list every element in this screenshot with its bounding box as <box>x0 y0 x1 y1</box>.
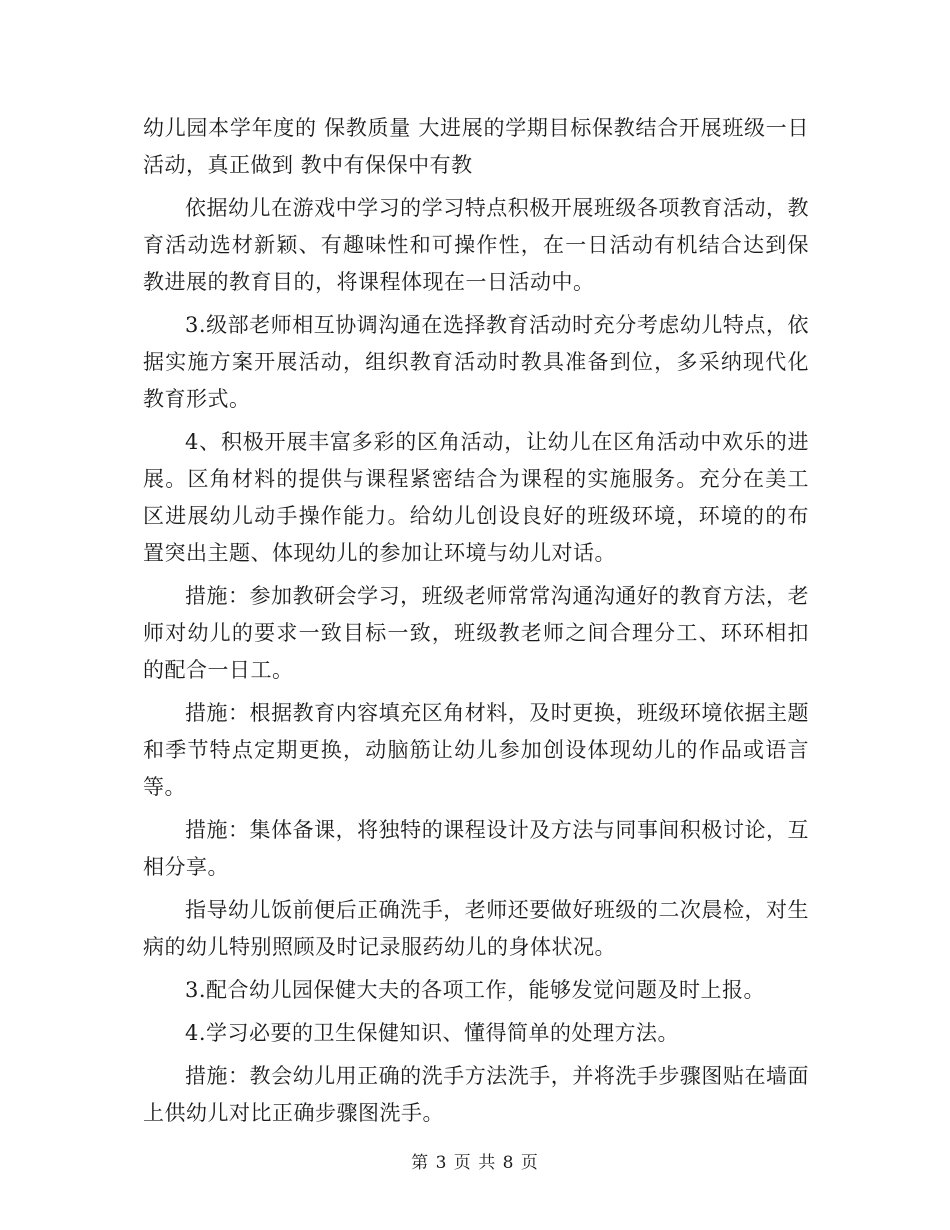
paragraph-3: 3.级部老师相互协调沟通在选择教育活动时充分考虑幼儿特点，依据实施方案开展活动，组织教育活动时教具准备到位，多采纳现代化教育形式。 <box>143 313 809 411</box>
paragraph-5: 措施：参加教研会学习，班级老师常常沟通沟通好的教育方法，老师对幼儿的要求一致目标一致，班级教老师之间合理分工、环环相扣的配合一日工。 <box>143 584 809 682</box>
page-number-footer: 第 3 页 共 8 页 <box>411 1153 539 1173</box>
paragraph-9: 3.配合幼儿园保健大夫的各项工作，能够发觉问题及时上报。 <box>185 978 766 1002</box>
paragraph-8: 指导幼儿饭前便后正确洗手，老师还要做好班级的二次晨检，对生病的幼儿特别照顾及时记录服药幼儿的身体状况。 <box>143 898 809 959</box>
paragraph-2: 依据幼儿在游戏中学习的学习特点积极开展班级各项教育活动，教育活动选材新颖、有趣味性和可操作性，在一日活动有机结合达到保教进展的教育目的，将课程体现在一日活动中。 <box>143 196 809 294</box>
paragraph-7: 措施：集体备课，将独特的课程设计及方法与同事间积极讨论，互相分享。 <box>143 818 809 879</box>
paragraph-10: 4.学习必要的卫生保健知识、懂得简单的处理方法。 <box>185 1021 680 1045</box>
paragraph-6: 措施：根据教育内容填充区角材料，及时更换，班级环境依据主题和季节特点定期更换，动脑筋让幼儿参加创设体现幼儿的作品或语言等。 <box>143 701 809 799</box>
paragraph-1: 幼儿园本学年度的 保教质量 大进展的学期目标保教结合开展班级一日活动，真正做到 教中有保保中有教 <box>143 116 809 177</box>
document-body <box>143 110 809 1138</box>
paragraph-11: 措施：教会幼儿用正确的洗手方法洗手，并将洗手步骤图贴在墙面上供幼儿对比正确步骤图洗手。 <box>143 1064 809 1125</box>
paragraph-4: 4、积极开展丰富多彩的区角活动，让幼儿在区角活动中欢乐的进展。区角材料的提供与课程紧密结合为课程的实施服务。充分在美工区进展幼儿动手操作能力。给幼儿创设良好的班级环境，环境的的布置突出主题、体现幼儿的参加让环境与幼儿对话。 <box>143 430 809 565</box>
